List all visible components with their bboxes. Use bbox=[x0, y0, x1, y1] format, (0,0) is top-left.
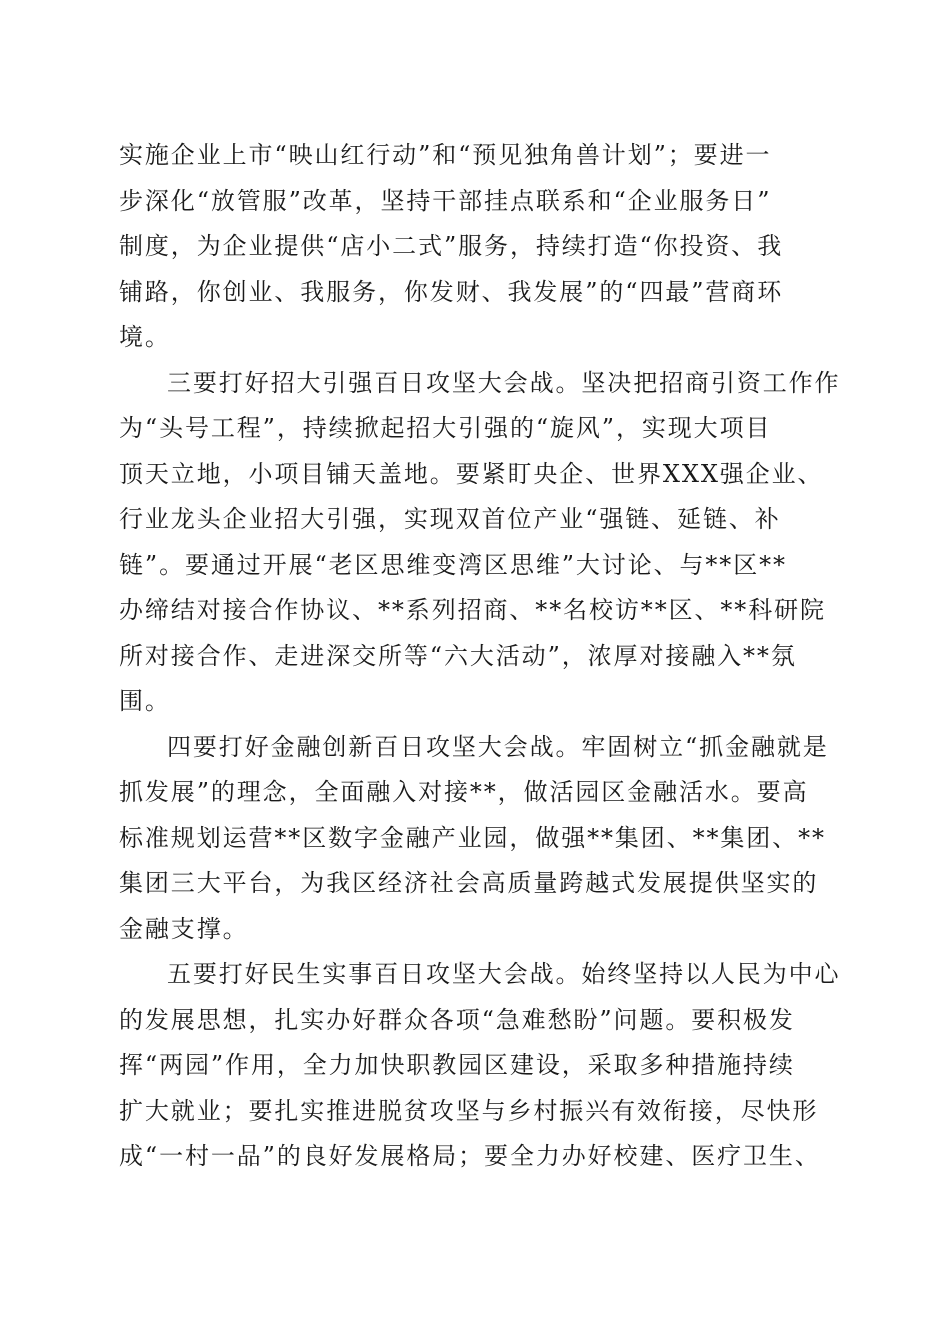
text-line: 成“一村一品”的良好发展格局；要全力办好校建、医疗卫生、 bbox=[119, 1142, 821, 1170]
text-line: 办缔结对接合作协议、**系列招商、**名校访**区、**科研院 bbox=[119, 596, 826, 624]
text-line: 金融支撑。 bbox=[119, 914, 249, 943]
text-line: 为“头号工程”，持续掀起招大引强的“旋风”，实现大项目 bbox=[119, 414, 772, 442]
text-line: 集团三大平台，为我区经济社会高质量跨越式发展提供坚实的 bbox=[119, 869, 819, 897]
text-line: 抓发展”的理念，全面融入对接**，做活园区金融活水。要高 bbox=[119, 778, 809, 806]
paragraph-3 bbox=[119, 725, 835, 953]
text-line: 顶天立地，小项目铺天盖地。要紧盯央企、世界XXX强企业、 bbox=[119, 459, 824, 488]
text-line: 行业龙头企业招大引强，实现双首位产业“强链、延链、补 bbox=[119, 505, 781, 533]
text-line-first: 四要打好金融创新百日攻坚大会战。牢固树立“抓金融就是 bbox=[167, 732, 829, 761]
text-line: 标准规划运营**区数字金融产业园，做强**集团、**集团、** bbox=[119, 823, 826, 852]
text-line: 境。 bbox=[119, 323, 171, 351]
text-line-first: 三要打好招大引强百日攻坚大会战。坚决把招商引资工作作 bbox=[167, 368, 841, 397]
text-line: 步深化“放管服”改革，坚持干部挂点联系和“企业服务日” bbox=[119, 186, 772, 215]
document-body bbox=[119, 133, 841, 1180]
text-line: 实施企业上市“映山红行动”和“预见独角兽计划”；要进一 bbox=[119, 141, 772, 169]
text-line-first: 五要打好民生实事百日攻坚大会战。始终坚持以人民为中心 bbox=[167, 960, 841, 988]
text-line: 的发展思想，扎实办好群众各项“急难愁盼”问题。要积极发 bbox=[119, 1005, 795, 1034]
text-line: 铺路，你创业、我服务，你发财、我发展”的“四最”营商环 bbox=[119, 277, 784, 306]
paragraph-1 bbox=[119, 133, 835, 361]
text-line: 制度，为企业提供“店小二式”服务，持续打造“你投资、我 bbox=[119, 232, 784, 260]
text-line: 挥“两园”作用，全力加快职教园区建设，采取多种措施持续 bbox=[119, 1051, 795, 1079]
paragraph-2 bbox=[119, 361, 841, 725]
text-line: 所对接合作、走进深交所等“六大活动”，浓厚对接融入**氛 bbox=[119, 641, 797, 670]
paragraph-4 bbox=[119, 952, 841, 1180]
text-line: 链”。要通过开展“老区思维变湾区思维”大讨论、与**区** bbox=[119, 550, 787, 579]
text-line: 扩大就业；要扎实推进脱贫攻坚与乡村振兴有效衔接，尽快形 bbox=[119, 1096, 819, 1125]
text-line: 围。 bbox=[119, 687, 171, 715]
